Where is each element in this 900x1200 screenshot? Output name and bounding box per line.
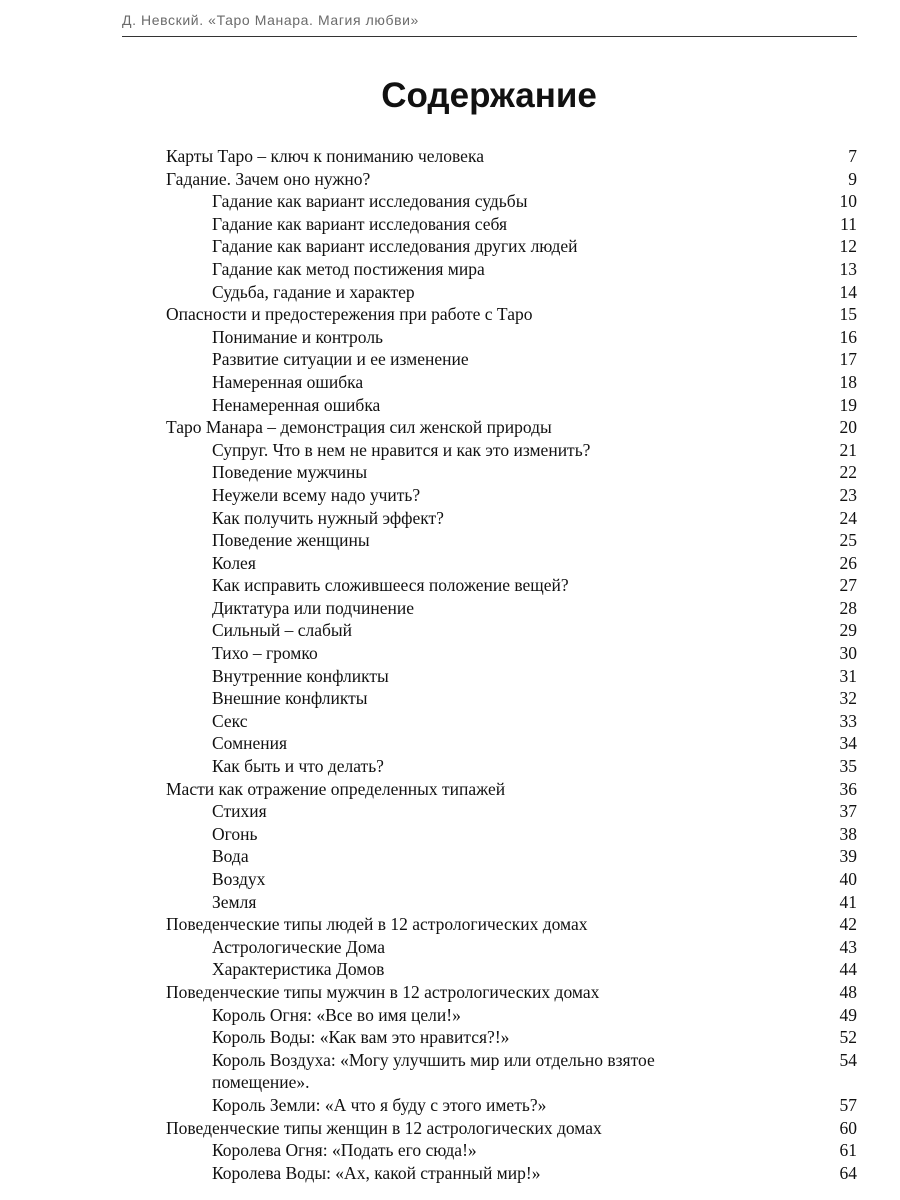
toc-entry-title: Гадание как вариант исследования других людей <box>212 236 578 257</box>
toc-entry-page-number: 30 <box>839 643 857 664</box>
toc-subsection-entry[interactable] <box>166 439 857 462</box>
toc-subsection-entry[interactable] <box>166 891 857 914</box>
toc-subsection-entry[interactable] <box>166 190 857 213</box>
toc-subsection-entry[interactable] <box>166 529 857 552</box>
toc-subsection-entry[interactable] <box>166 1049 857 1094</box>
toc-entry-title: Как получить нужный эффект? <box>212 507 444 528</box>
toc-entry-title: Колея <box>212 552 256 573</box>
toc-entry-page-number: 40 <box>839 869 857 889</box>
toc-entry-title: Супруг. Что в нем не нравится и как это изменить? <box>212 439 591 460</box>
toc-entry-title: Гадание. Зачем оно нужно? <box>166 168 371 189</box>
running-header-text: Д. Невский. «Таро Манара. Магия любви» <box>122 12 419 28</box>
toc-subsection-entry[interactable] <box>166 213 857 236</box>
toc-entry-page-number: 18 <box>839 371 857 392</box>
toc-entry-title: Поведенческие типы женщин в 12 астрологических домах <box>166 1117 602 1138</box>
toc-section-entry[interactable] <box>166 913 857 936</box>
toc-entry-title: Сомнения <box>212 733 288 754</box>
toc-entry-title: Король Воды: «Как вам это нравится?!» <box>212 1027 510 1048</box>
toc-entry-page-number: 33 <box>839 710 857 731</box>
toc-entry-page-number: 42 <box>839 914 857 935</box>
toc-entry-page-number: 21 <box>839 439 857 460</box>
toc-entry-title: Вода <box>212 846 249 867</box>
toc-entry-page-number: 28 <box>839 597 857 618</box>
toc-entry-title: Секс <box>212 710 248 731</box>
toc-subsection-entry[interactable] <box>166 461 857 484</box>
toc-section-entry[interactable] <box>166 1117 857 1140</box>
toc-entry-title: Внешние конфликты <box>212 688 368 709</box>
toc-entry-page-number: 41 <box>839 891 857 912</box>
toc-entry-title: Тихо – громко <box>212 643 318 664</box>
toc-entry-page-number: 36 <box>839 778 857 799</box>
toc-entry-page-number: 16 <box>839 326 857 347</box>
toc-subsection-entry[interactable] <box>166 394 857 417</box>
toc-entry-page-number: 52 <box>839 1027 857 1048</box>
toc-entry-page-number: 9 <box>848 168 857 189</box>
toc-entry-page-number: 44 <box>839 959 857 980</box>
toc-entry-title: Королева Огня: «Подать его сюда!» <box>212 1140 477 1161</box>
toc-entry-title: Таро Манара – демонстрация сил женской природы <box>166 417 552 438</box>
toc-entry-page-number: 11 <box>840 213 857 234</box>
toc-subsection-entry[interactable] <box>166 687 857 710</box>
toc-entry-title: Опасности и предостережения при работе с Таро <box>166 304 533 325</box>
toc-entry-title: Поведение мужчины <box>212 462 368 483</box>
toc-entry-page-number: 37 <box>839 801 857 822</box>
toc-entry-page-number: 23 <box>839 484 857 505</box>
toc-entry-title: Диктатура или подчинение <box>212 597 414 618</box>
toc-entry-title: Огонь <box>212 823 258 844</box>
toc-subsection-entry[interactable] <box>166 800 857 823</box>
toc-entry-title: Поведенческие типы мужчин в 12 астрологических домах <box>166 981 600 1002</box>
toc-subsection-entry[interactable] <box>166 371 857 394</box>
toc-subsection-entry[interactable] <box>166 235 857 258</box>
toc-entry-page-number: 14 <box>839 281 857 302</box>
toc-subsection-entry[interactable] <box>166 552 857 575</box>
toc-entry-title: Карты Таро – ключ к пониманию человека <box>166 146 484 166</box>
toc-entry-page-number: 38 <box>839 823 857 844</box>
toc-subsection-entry[interactable] <box>166 845 857 868</box>
toc-entry-title: Сильный – слабый <box>212 620 353 641</box>
toc-entry-page-number: 19 <box>839 394 857 415</box>
toc-entry-title: Воздух <box>212 869 266 889</box>
table-of-contents <box>166 145 857 1184</box>
toc-section-entry[interactable] <box>166 145 857 168</box>
toc-entry-page-number: 48 <box>839 981 857 1002</box>
toc-entry-page-number: 29 <box>839 620 857 641</box>
toc-entry-title: Ненамеренная ошибка <box>212 394 381 415</box>
toc-subsection-entry[interactable] <box>166 574 857 597</box>
toc-entry-page-number: 26 <box>839 552 857 573</box>
toc-section-entry[interactable] <box>166 778 857 801</box>
page-title: Содержание <box>381 76 597 115</box>
toc-section-entry[interactable] <box>166 981 857 1004</box>
toc-entry-title: Земля <box>212 891 257 912</box>
toc-entry-page-number: 60 <box>839 1117 857 1138</box>
toc-entry-page-number: 25 <box>839 530 857 551</box>
toc-entry-page-number: 17 <box>839 349 857 370</box>
toc-entry-page-number: 22 <box>839 462 857 483</box>
toc-subsection-entry[interactable] <box>166 732 857 755</box>
toc-entry-title: Судьба, гадание и характер <box>212 281 415 302</box>
toc-entry-page-number: 61 <box>839 1140 857 1161</box>
toc-subsection-entry[interactable] <box>166 1004 857 1027</box>
toc-entry-page-number: 31 <box>839 665 857 686</box>
toc-subsection-entry[interactable] <box>166 258 857 281</box>
toc-entry-title: Гадание как метод постижения мира <box>212 258 485 279</box>
toc-subsection-entry[interactable] <box>166 642 857 665</box>
toc-entry-title: Король Земли: «А что я буду с этого иметь?» <box>212 1094 547 1115</box>
toc-entry-page-number: 24 <box>839 507 857 528</box>
toc-entry-title: Как быть и что делать? <box>212 756 384 777</box>
toc-entry-page-number: 39 <box>839 846 857 867</box>
toc-entry-page-number: 12 <box>839 236 857 257</box>
toc-subsection-entry[interactable] <box>166 1026 857 1049</box>
toc-subsection-entry[interactable] <box>166 936 857 959</box>
toc-subsection-entry[interactable] <box>166 1139 857 1162</box>
toc-section-entry[interactable] <box>166 168 857 191</box>
toc-entry-page-number: 7 <box>848 146 857 166</box>
toc-entry-title: Внутренние конфликты <box>212 665 389 686</box>
toc-entry-title: Королева Воды: «Ах, какой странный мир!» <box>212 1162 541 1183</box>
toc-entry-page-number: 10 <box>839 191 857 212</box>
toc-subsection-entry[interactable] <box>166 755 857 778</box>
toc-entry-title: Масти как отражение определенных типажей <box>166 778 506 799</box>
toc-section-entry[interactable] <box>166 303 857 326</box>
toc-subsection-entry[interactable] <box>166 507 857 530</box>
toc-subsection-entry[interactable] <box>166 823 857 846</box>
toc-entry-page-number: 49 <box>839 1004 857 1025</box>
toc-entry-title: Король Огня: «Все во имя цели!» <box>212 1004 461 1025</box>
toc-entry-title: Поведение женщины <box>212 530 370 551</box>
toc-entry-title: Развитие ситуации и ее изменение <box>212 349 469 370</box>
toc-subsection-entry[interactable] <box>166 484 857 507</box>
toc-entry-title: Как исправить сложившееся положение вещей? <box>212 575 569 596</box>
toc-subsection-entry[interactable] <box>166 281 857 304</box>
toc-entry-page-number: 32 <box>839 688 857 709</box>
toc-entry-page-number: 34 <box>839 733 857 754</box>
toc-subsection-entry[interactable] <box>166 348 857 371</box>
toc-entry-page-number: 35 <box>839 756 857 777</box>
toc-entry-title: Характеристика Домов <box>212 959 385 980</box>
toc-entry-title: Понимание и контроль <box>212 326 384 347</box>
toc-subsection-entry[interactable] <box>166 326 857 349</box>
toc-entry-title: Намеренная ошибка <box>212 371 364 392</box>
toc-subsection-entry[interactable] <box>166 1094 857 1117</box>
toc-entry-title: Гадание как вариант исследования себя <box>212 213 507 234</box>
toc-entry-page-number: 13 <box>839 258 857 279</box>
toc-subsection-entry[interactable] <box>166 1162 857 1185</box>
toc-subsection-entry[interactable] <box>166 710 857 733</box>
running-header <box>122 12 857 37</box>
toc-entry-page-number: 64 <box>839 1162 857 1183</box>
toc-entry-page-number: 27 <box>839 575 857 596</box>
toc-entry-page-number: 20 <box>839 417 857 438</box>
toc-subsection-entry[interactable] <box>166 619 857 642</box>
toc-entry-title: Неужели всему надо учить? <box>212 484 421 505</box>
toc-entry-page-number: 15 <box>839 304 857 325</box>
toc-subsection-entry[interactable] <box>166 868 857 891</box>
toc-entry-page-number: 54 <box>839 1049 857 1070</box>
toc-entry-title: Гадание как вариант исследования судьбы <box>212 191 528 212</box>
toc-entry-title: Астрологические Дома <box>212 936 385 957</box>
toc-subsection-entry[interactable] <box>166 958 857 981</box>
toc-entry-page-number: 43 <box>839 936 857 957</box>
toc-entry-page-number: 57 <box>839 1094 857 1115</box>
toc-section-entry[interactable] <box>166 416 857 439</box>
toc-entry-title: Поведенческие типы людей в 12 астрологических домах <box>166 914 588 935</box>
toc-entry-title: Стихия <box>212 801 267 822</box>
toc-subsection-entry[interactable] <box>166 665 857 688</box>
toc-subsection-entry[interactable] <box>166 597 857 620</box>
toc-entry-title: Король Воздуха: «Могу улучшить мир или отдельно взятое помещение». <box>212 1049 655 1093</box>
